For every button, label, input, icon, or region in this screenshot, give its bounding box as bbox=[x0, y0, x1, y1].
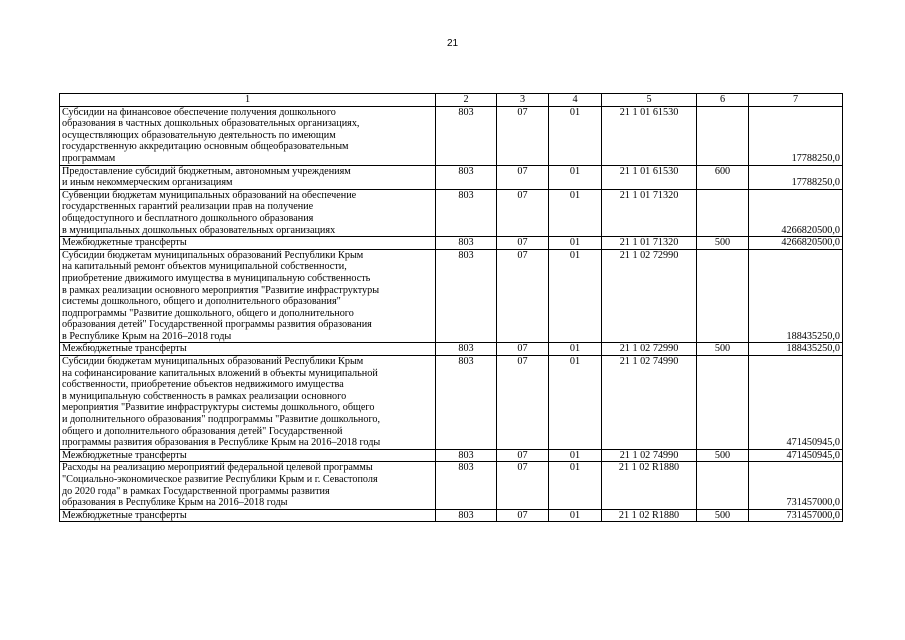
description-line: Субвенции бюджетам муниципальных образований на обеспечение bbox=[62, 189, 357, 201]
description-line: Межбюджетные трансферты bbox=[62, 343, 187, 355]
description-line: на капитальный ремонт объектов муниципальной собственности, bbox=[62, 261, 347, 273]
target-article-cell: 21 1 02 72990 bbox=[602, 249, 697, 343]
subsection-code-cell: 01 bbox=[549, 106, 602, 165]
description-line: Межбюджетные трансферты bbox=[62, 509, 187, 521]
ministry-code-cell: 803 bbox=[436, 356, 497, 450]
target-article-cell: 21 1 02 74990 bbox=[602, 449, 697, 462]
ministry-code-cell: 803 bbox=[436, 165, 497, 189]
table-row bbox=[60, 165, 843, 189]
subsection-code-cell: 01 bbox=[549, 343, 602, 356]
amount-cell: 471450945,0 bbox=[749, 449, 843, 462]
description-line: до 2020 года" в рамках Государственной программы развития bbox=[62, 485, 330, 497]
expense-type-cell: 500 bbox=[697, 343, 749, 356]
table-row bbox=[60, 237, 843, 250]
description-line: общего и дополнительного образования детей" Государственной bbox=[62, 425, 343, 437]
section-code-cell: 07 bbox=[497, 189, 549, 236]
description-line: в рамках реализации основного мероприятия "Развитие инфраструктуры bbox=[62, 284, 380, 296]
description-line: образования детей" Государственной программы развития образования bbox=[62, 319, 372, 331]
description-line: Субсидии на финансовое обеспечение получения дошкольного bbox=[62, 106, 336, 118]
row-description bbox=[60, 189, 436, 236]
ministry-code-cell: 803 bbox=[436, 249, 497, 343]
amount-cell: 188435250,0 bbox=[749, 343, 843, 356]
ministry-code-cell: 803 bbox=[436, 106, 497, 165]
row-description bbox=[60, 237, 436, 250]
budget-table bbox=[59, 93, 843, 522]
row-description bbox=[60, 106, 436, 165]
table-row bbox=[60, 189, 843, 236]
amount-cell: 4266820500,0 bbox=[749, 189, 843, 236]
expense-type-cell: 500 bbox=[697, 509, 749, 522]
ministry-code-cell: 803 bbox=[436, 189, 497, 236]
table-row bbox=[60, 462, 843, 509]
ministry-code-cell: 803 bbox=[436, 343, 497, 356]
description-line: "Социально-экономическое развитие Республики Крым и г. Севастополя bbox=[62, 474, 378, 485]
ministry-code-cell: 803 bbox=[436, 237, 497, 250]
table-row bbox=[60, 343, 843, 356]
description-line: и иным некоммерческим организациям bbox=[62, 177, 233, 189]
description-line: программы развития образования в Республике Крым на 2016–2018 годы bbox=[62, 437, 381, 449]
target-article-cell: 21 1 02 R1880 bbox=[602, 509, 697, 522]
ministry-code-cell: 803 bbox=[436, 462, 497, 509]
column-header: 1 bbox=[60, 94, 436, 107]
target-article-cell: 21 1 02 72990 bbox=[602, 343, 697, 356]
table-row bbox=[60, 356, 843, 450]
section-code-cell: 07 bbox=[497, 509, 549, 522]
amount-cell: 4266820500,0 bbox=[749, 237, 843, 250]
column-header: 5 bbox=[602, 94, 697, 107]
expense-type-cell bbox=[697, 462, 749, 509]
expense-type-cell bbox=[697, 189, 749, 236]
subsection-code-cell: 01 bbox=[549, 449, 602, 462]
subsection-code-cell: 01 bbox=[549, 462, 602, 509]
description-line: осуществляющих образовательную деятельность по имеющим bbox=[62, 129, 336, 141]
description-line: государственную аккредитацию основным общеобразовательным bbox=[62, 141, 349, 153]
expense-type-cell bbox=[697, 106, 749, 165]
expense-type-cell bbox=[697, 249, 749, 343]
table-row bbox=[60, 509, 843, 522]
amount-cell: 731457000,0 bbox=[749, 509, 843, 522]
description-line: Межбюджетные трансферты bbox=[62, 237, 187, 249]
description-line: государственных гарантий реализации прав на получение bbox=[62, 201, 314, 213]
target-article-cell: 21 1 02 R1880 bbox=[602, 462, 697, 509]
description-line: в муниципальных дошкольных образовательных организациях bbox=[62, 224, 336, 236]
amount-cell: 731457000,0 bbox=[749, 462, 843, 509]
section-code-cell: 07 bbox=[497, 249, 549, 343]
subsection-code-cell: 01 bbox=[549, 249, 602, 343]
amount-cell: 471450945,0 bbox=[749, 356, 843, 450]
description-line: образования в частных дошкольных образовательных организациях, bbox=[62, 118, 360, 130]
expense-type-cell: 500 bbox=[697, 449, 749, 462]
section-code-cell: 07 bbox=[497, 106, 549, 165]
description-line: в муниципальную собственность в рамках реализации основного bbox=[62, 390, 347, 402]
page-number: 21 bbox=[446, 38, 459, 49]
column-header: 2 bbox=[436, 94, 497, 107]
row-description bbox=[60, 343, 436, 356]
target-article-cell: 21 1 01 61530 bbox=[602, 106, 697, 165]
ministry-code-cell: 803 bbox=[436, 449, 497, 462]
description-line: Субсидии бюджетам муниципальных образований Республики Крым bbox=[62, 249, 364, 261]
expense-type-cell bbox=[697, 356, 749, 450]
row-description bbox=[60, 249, 436, 343]
description-line: собственности, приобретение объектов недвижимого имущества bbox=[62, 379, 344, 391]
subsection-code-cell: 01 bbox=[549, 356, 602, 450]
row-description bbox=[60, 356, 436, 450]
description-line: и дополнительного образования" подпрограммы "Развитие дошкольного, bbox=[62, 414, 381, 426]
amount-cell: 17788250,0 bbox=[749, 165, 843, 189]
subsection-code-cell: 01 bbox=[549, 165, 602, 189]
target-article-cell: 21 1 01 61530 bbox=[602, 165, 697, 189]
section-code-cell: 07 bbox=[497, 449, 549, 462]
row-description bbox=[60, 509, 436, 522]
row-description bbox=[60, 165, 436, 189]
table-header-row bbox=[60, 94, 843, 107]
description-line: Расходы на реализацию мероприятий федеральной целевой программы bbox=[62, 462, 373, 474]
section-code-cell: 07 bbox=[497, 165, 549, 189]
table-row bbox=[60, 106, 843, 165]
description-line: общедоступного и бесплатного дошкольного образования bbox=[62, 212, 314, 224]
column-header: 4 bbox=[549, 94, 602, 107]
section-code-cell: 07 bbox=[497, 343, 549, 356]
column-header: 3 bbox=[497, 94, 549, 107]
amount-cell: 17788250,0 bbox=[749, 106, 843, 165]
subsection-code-cell: 01 bbox=[549, 509, 602, 522]
description-line: на софинансирование капитальных вложений в объекты муниципальной bbox=[62, 367, 378, 379]
description-line: образования в Республике Крым на 2016–2018 годы bbox=[62, 497, 288, 509]
target-article-cell: 21 1 02 74990 bbox=[602, 356, 697, 450]
table-row bbox=[60, 249, 843, 343]
column-header: 7 bbox=[749, 94, 843, 107]
description-line: приобретение движимого имущества в муниципальную собственность bbox=[62, 272, 371, 284]
expense-type-cell: 500 bbox=[697, 237, 749, 250]
description-line: Межбюджетные трансферты bbox=[62, 449, 187, 461]
description-line: системы дошкольного, общего и дополнительного образования" bbox=[62, 296, 341, 308]
description-line: программам bbox=[62, 152, 116, 164]
section-code-cell: 07 bbox=[497, 462, 549, 509]
table-row bbox=[60, 449, 843, 462]
row-description bbox=[60, 462, 436, 509]
section-code-cell: 07 bbox=[497, 356, 549, 450]
target-article-cell: 21 1 01 71320 bbox=[602, 189, 697, 236]
amount-cell: 188435250,0 bbox=[749, 249, 843, 343]
expense-type-cell: 600 bbox=[697, 165, 749, 189]
row-description bbox=[60, 449, 436, 462]
column-header: 6 bbox=[697, 94, 749, 107]
subsection-code-cell: 01 bbox=[549, 237, 602, 250]
description-line: в Республике Крым на 2016–2018 годы bbox=[62, 330, 232, 342]
subsection-code-cell: 01 bbox=[549, 189, 602, 236]
ministry-code-cell: 803 bbox=[436, 509, 497, 522]
description-line: подпрограммы "Развитие дошкольного, общего и дополнительного bbox=[62, 307, 354, 319]
description-line: мероприятия "Развитие инфраструктуры системы дошкольного, общего bbox=[62, 402, 375, 414]
target-article-cell: 21 1 01 71320 bbox=[602, 237, 697, 250]
description-line: Предоставление субсидий бюджетным, автономным учреждениям bbox=[62, 165, 351, 177]
description-line: Субсидии бюджетам муниципальных образований Республики Крым bbox=[62, 356, 364, 368]
section-code-cell: 07 bbox=[497, 237, 549, 250]
